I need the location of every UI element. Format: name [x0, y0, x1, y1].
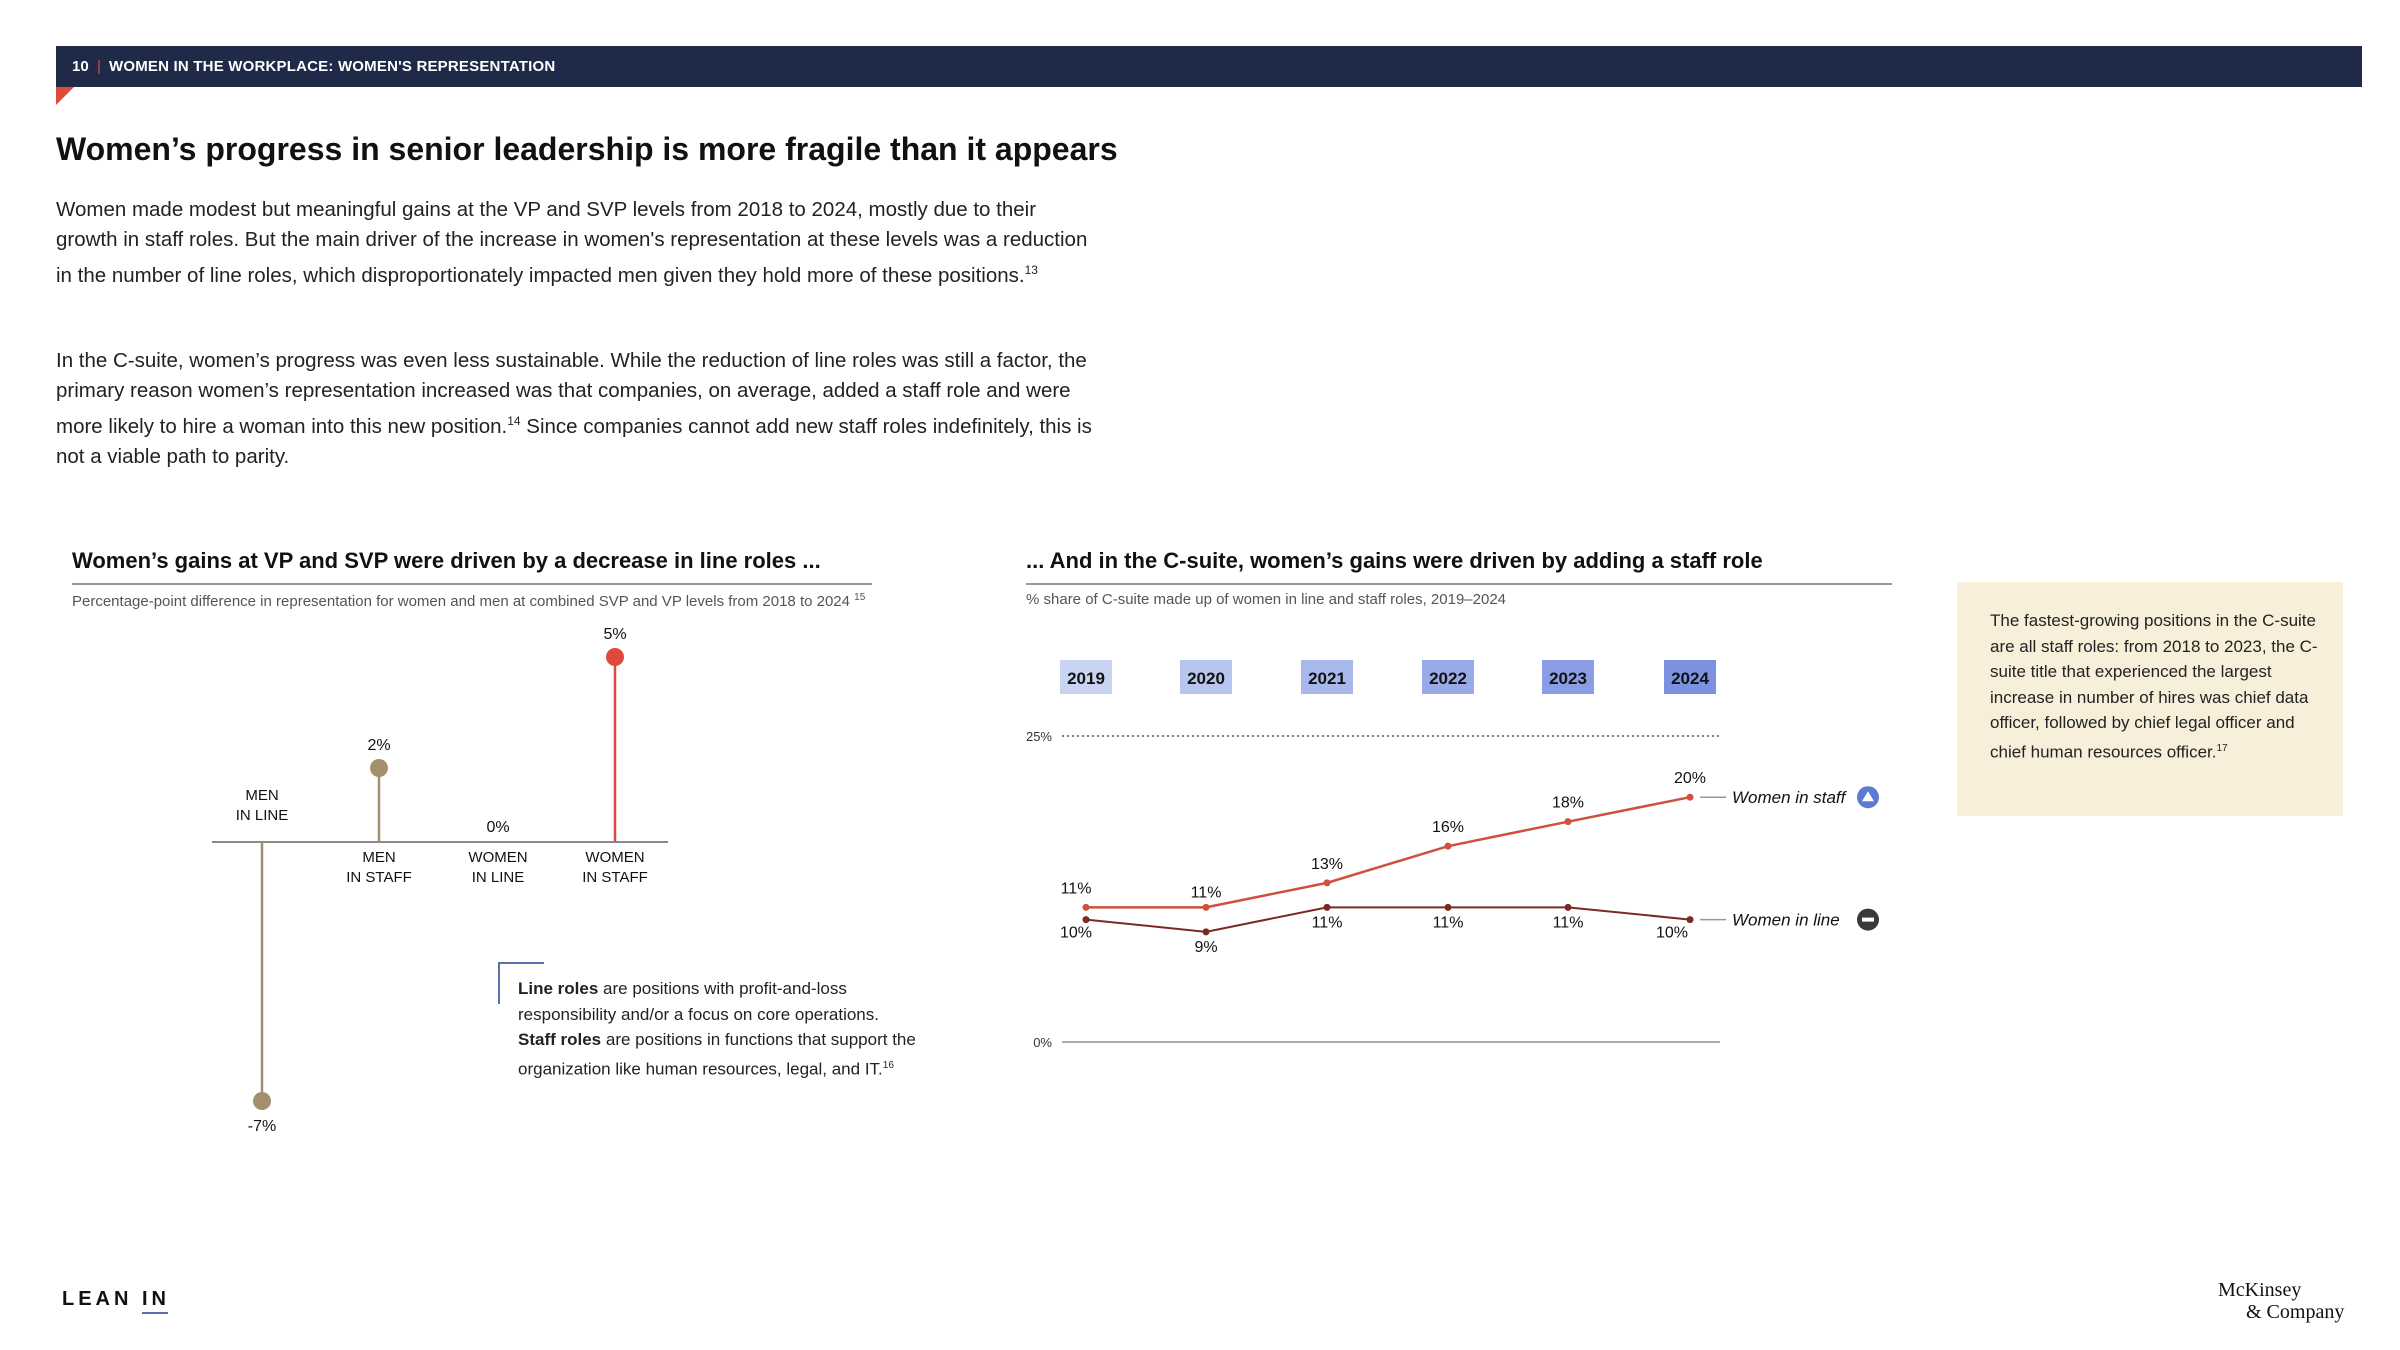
footnote-ref: 16 — [882, 1059, 894, 1071]
line-roles-term: Line roles — [518, 979, 599, 998]
series-point — [1324, 904, 1331, 911]
series-point — [1687, 794, 1694, 801]
category-label: IN STAFF — [346, 869, 412, 886]
year-label: 2024 — [1671, 669, 1709, 688]
lollipop-dot — [253, 1092, 271, 1110]
series-point — [1565, 818, 1572, 825]
category-label: WOMEN — [468, 849, 528, 866]
data-label: 13% — [1310, 855, 1344, 873]
series-line — [1086, 794, 1690, 907]
paragraph-text: Women made modest but meaningful gains at the VP and SVP levels from 2018 to 2024, mostly due to their growth in staff roles. But the main driver of the increase in women's representation at these levels was a reduction in the number of line roles, which disproportionately impacted men given they hold more of these positions. — [56, 198, 1088, 287]
right-chart-subtitle: % share of C-suite made up of women in line and staff roles, 2019–2024 — [1026, 591, 1507, 608]
footnote-ref: 15 — [854, 592, 866, 603]
paragraph-text: In the C-suite, women’s progress was even less sustainable. While the reduction of line roles was still a factor, the primary reason women’s representation increased was that companies, on average, added a staff role and were more likely to hire a woman into this new position. — [56, 349, 1087, 438]
year-label: 2021 — [1308, 669, 1346, 688]
left-chart-subtitle — [72, 586, 872, 614]
data-label: 10% — [1655, 924, 1689, 942]
lollipop-dot — [606, 648, 624, 666]
footnote-ref: 17 — [2216, 742, 2228, 754]
line-chart — [1000, 640, 1920, 1080]
paragraph-text: Since companies cannot add new staff roles indefinitely, this is not a viable path to parity. — [56, 414, 1092, 468]
role-definitions — [518, 976, 918, 1082]
data-label: 11% — [1060, 880, 1092, 898]
footnote-ref: 13 — [1024, 263, 1038, 277]
header-corner-accent — [56, 87, 74, 105]
left-chart-rule — [72, 583, 872, 585]
page-title: Women’s progress in senior leadership is more fragile than it appears — [56, 131, 1118, 167]
mckinsey-logo-line2: & Company — [2246, 1301, 2345, 1323]
y-tick-label: 0% — [1033, 1035, 1052, 1050]
category-label: IN LINE — [235, 807, 289, 824]
data-label: 11% — [1190, 884, 1222, 902]
data-label: 11% — [1311, 914, 1343, 932]
data-label: 11% — [1432, 914, 1464, 932]
right-chart-title: ... And in the C-suite, women’s gains were driven by adding a staff role — [1026, 548, 1763, 573]
left-chart-title: Women’s gains at VP and SVP were driven by a decrease in line roles ... — [72, 548, 821, 573]
mckinsey-logo-line1: McKinsey — [2218, 1279, 2302, 1301]
data-label: 9% — [1194, 938, 1218, 956]
year-label: 2019 — [1067, 669, 1105, 688]
note-text — [1990, 608, 2320, 765]
series-point — [1687, 916, 1694, 923]
category-label: IN STAFF — [582, 869, 648, 886]
series-point — [1203, 904, 1210, 911]
data-label: 20% — [1673, 770, 1707, 788]
legend-label: Women in staff — [1732, 788, 1846, 808]
series-point — [1565, 904, 1572, 911]
category-label: WOMEN — [585, 849, 645, 866]
lollipop-dot — [370, 759, 388, 777]
data-label: 10% — [1059, 924, 1093, 942]
right-chart-rule — [1026, 583, 1892, 585]
year-label: 2022 — [1429, 669, 1467, 688]
series-point — [1445, 904, 1452, 911]
category-label: MEN — [362, 849, 396, 866]
data-label: -7% — [247, 1118, 277, 1135]
y-tick-label: 25% — [1025, 729, 1052, 744]
series-line — [1086, 907, 1690, 931]
data-label: 5% — [603, 626, 627, 643]
staff-roles-desc: are positions in functions that support the organization like human resources, legal, and IT. — [518, 1030, 916, 1079]
lean-in-logo: LEAN IN — [62, 1288, 170, 1310]
subtitle-text: Percentage-point difference in representation for women and men at combined SVP and VP levels from 2018 to 2024 — [72, 593, 850, 610]
note-body: The fastest-growing positions in the C-suite are all staff roles: from 2018 to 2023, the C-suite title that experienced the largest increase in number of hires was chief data officer, followed by chief legal officer and chief human resources officer. — [1990, 611, 2318, 762]
lean-in-logo-underline — [142, 1312, 168, 1314]
data-label: 2% — [367, 737, 391, 754]
line-roles-desc: are positions with profit-and-loss responsibility and/or a focus on core operations. — [518, 979, 879, 1024]
legend-label: Women in line — [1732, 910, 1840, 930]
intro-paragraph-1 — [56, 195, 1096, 291]
data-label: 0% — [486, 819, 510, 836]
series-point — [1324, 879, 1331, 886]
minus-glyph — [1862, 918, 1874, 922]
category-label: MEN — [245, 787, 279, 804]
staff-roles-term: Staff roles — [518, 1030, 602, 1049]
data-label: 18% — [1551, 794, 1585, 812]
series-point — [1203, 928, 1210, 935]
data-label: 11% — [1552, 914, 1584, 932]
series-point — [1445, 843, 1452, 850]
category-label: IN LINE — [471, 869, 525, 886]
year-label: 2023 — [1549, 669, 1587, 688]
data-label: 16% — [1431, 819, 1465, 837]
year-label: 2020 — [1187, 669, 1225, 688]
intro-paragraph-2 — [56, 346, 1096, 472]
page-number: 10 — [72, 58, 89, 75]
series-point — [1083, 916, 1090, 923]
footnote-ref: 14 — [507, 414, 521, 428]
series-point — [1083, 904, 1090, 911]
header-separator: | — [97, 58, 101, 75]
section-title: WOMEN IN THE WORKPLACE: WOMEN'S REPRESENTATION — [109, 58, 556, 75]
